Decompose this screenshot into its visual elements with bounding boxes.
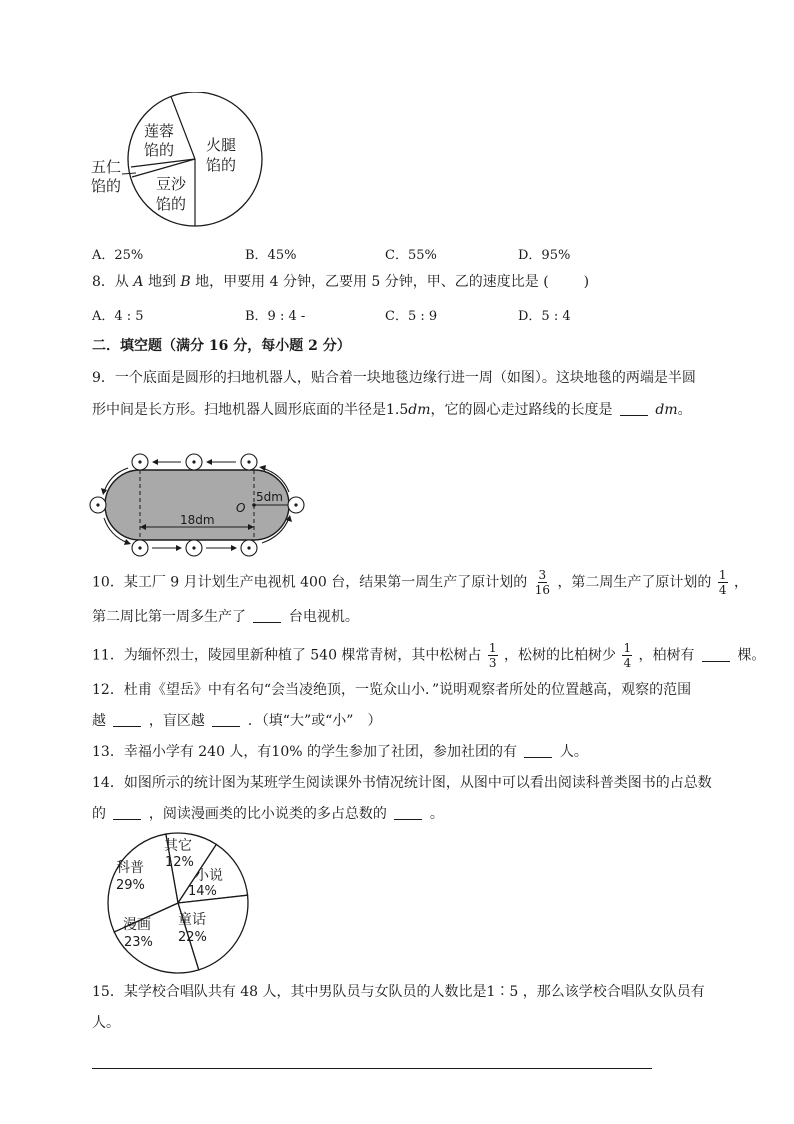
- arrow-bottom-1: [152, 545, 182, 551]
- q8-text-2: 地到: [147, 274, 176, 290]
- q10-line1: [92, 568, 748, 597]
- q9-text-b: ，它的圆心走过路线的长度是: [430, 402, 613, 418]
- q8-point-a: A: [133, 274, 144, 290]
- slice-value-kepu: 29%: [116, 878, 145, 893]
- q13-text-2: 人。: [559, 744, 588, 760]
- q11-fraction-1-den: 3: [488, 656, 497, 670]
- q13-line: [92, 742, 588, 762]
- q8-point-b: B: [180, 274, 191, 290]
- robot-left: [90, 497, 106, 513]
- lianrong-label-line2: 馅的: [144, 141, 175, 159]
- q10-line2: [92, 607, 359, 627]
- q15-line1: 15．某学校合唱队共有 48 人，其中男队员与女队员的人数比是1∶5 ，那么该学校合唱队女队员有: [92, 984, 705, 1000]
- q9-line2: [92, 400, 692, 420]
- wuren-label-line1: 五仁: [91, 158, 122, 176]
- q12-answer-blank-1[interactable]: [113, 712, 141, 727]
- slice-label-tonghua: 童话: [178, 912, 206, 928]
- robot-right: [288, 497, 304, 513]
- q10-text-3: ，: [733, 574, 748, 591]
- q14-answer-blank-2[interactable]: [394, 805, 422, 820]
- q9-unit-1: dm: [408, 402, 431, 418]
- q11-fraction-1: [488, 641, 498, 670]
- slice-label-manhua: 漫画: [123, 917, 151, 933]
- q11-fraction-2-num: 1: [623, 641, 632, 655]
- q12-text-2: ，盲区越: [148, 713, 205, 729]
- carpet-track-figure: [86, 450, 316, 560]
- radius-label: 5dm: [256, 490, 283, 504]
- arrow-top-1: [152, 459, 181, 465]
- q14-answer-blank-1[interactable]: [113, 805, 141, 820]
- q9-text-a: 形中间是长方形。扫地机器人圆形底面的半径是1.5: [92, 402, 409, 418]
- q11-line: [92, 641, 765, 670]
- q10-fraction-1: [534, 568, 551, 597]
- q11-text-1: 11．为缅怀烈士，陵园里新种植了 540 棵常青树，其中松树占: [92, 647, 482, 664]
- mooncake-pie-divider-top: [171, 97, 195, 160]
- q10-text-5: 台电视机。: [288, 609, 359, 625]
- q9-unit-2: dm: [655, 402, 678, 418]
- robot-top-2: [186, 454, 202, 470]
- q10-text-2: ，第二周生产了原计划的: [557, 574, 712, 591]
- dousha-label-line1: 豆沙: [156, 175, 187, 193]
- q7-option-a[interactable]: A．25%: [92, 248, 144, 263]
- q8-text-3: 地，甲要用 4 分钟，乙要用 5 分钟，甲、乙的速度比是 (: [195, 274, 549, 290]
- slice-value-manhua: 23%: [124, 935, 153, 950]
- q14-text-3: 。: [429, 806, 444, 822]
- q8-option-c[interactable]: C．5 : 9: [385, 309, 438, 324]
- q13-answer-blank[interactable]: [524, 743, 552, 758]
- robot-bottom-3: [241, 540, 257, 556]
- q8-option-b[interactable]: B．9 : 4 -: [245, 309, 306, 324]
- mooncake-pie-divider-left-upper: [131, 159, 195, 167]
- q10-fraction-2: [718, 568, 728, 597]
- q10-fraction-2-num: 1: [718, 568, 727, 582]
- q11-text-3: ，柏树有: [638, 647, 695, 664]
- q12-line1: 12．杜甫《望岳》中有名句“会当凌绝顶，一览众山小．”说明观察者所处的位置越高，观察的范围: [92, 682, 692, 698]
- slice-value-xiaoshuo: 14%: [188, 884, 217, 899]
- q11-text-4: 棵。: [737, 647, 766, 664]
- wuren-label-line2: 馅的: [91, 177, 122, 195]
- q12-text-3: ．（填“大”或“小” ）: [247, 713, 382, 729]
- q11-fraction-2: [622, 641, 632, 670]
- robot-bottom-2: [186, 540, 202, 556]
- q10-fraction-1-num: 3: [538, 568, 547, 582]
- q8-text-4: ): [583, 274, 590, 290]
- page-bottom-rule: [92, 1068, 652, 1069]
- lianrong-label-line1: 莲蓉: [144, 122, 175, 140]
- dousha-label-line2: 馅的: [156, 195, 187, 213]
- center-label: O: [236, 501, 246, 515]
- q8-option-a[interactable]: A．4 : 5: [92, 309, 144, 324]
- q10-fraction-1-den: 16: [534, 583, 550, 597]
- q12-text-1: 越: [92, 713, 106, 729]
- q11-answer-blank[interactable]: [702, 647, 730, 662]
- robot-bottom-1: [132, 540, 148, 556]
- q12-line2: [92, 711, 381, 731]
- mooncake-pie-chart: [86, 92, 266, 232]
- q13-text-1: 13．幸福小学有 240 人，有10% 的学生参加了社团，参加社团的有: [92, 744, 518, 760]
- q10-fraction-2-den: 4: [718, 583, 727, 597]
- q7-option-d[interactable]: D．95%: [518, 248, 571, 263]
- huotui-label-line1: 火腿: [206, 136, 237, 154]
- q7-option-b[interactable]: B．45%: [245, 248, 297, 263]
- q14-text-1: 的: [92, 806, 106, 822]
- q8-question: [92, 272, 589, 292]
- q14-line1: 14．如图所示的统计图为某班学生阅读课外书情况统计图，从图中可以看出阅读科普类图书的占总数: [92, 775, 712, 791]
- wuren-leader-line: [122, 173, 136, 174]
- q11-fraction-2-den: 4: [623, 656, 632, 670]
- slice-value-tonghua: 22%: [178, 930, 207, 945]
- q14-text-2: ，阅读漫画类的比小说类的多占总数的: [148, 806, 387, 822]
- q12-answer-blank-2[interactable]: [212, 712, 240, 727]
- q8-option-d[interactable]: D．5 : 4: [518, 309, 571, 324]
- length-label: 18dm: [180, 513, 215, 527]
- q15-line2: 人。: [92, 1015, 120, 1031]
- q7-option-c[interactable]: C．55%: [385, 248, 437, 263]
- section-heading-fill-blank: 二．填空题（满分 16 分，每小题 2 分）: [92, 338, 351, 354]
- huotui-label-line2: 馅的: [206, 156, 237, 174]
- slice-label-kepu: 科普: [116, 860, 144, 876]
- q9-text-end: 。: [677, 402, 692, 418]
- robot-top-1: [132, 454, 148, 470]
- q14-line2: [92, 804, 444, 824]
- slice-label-qita: 其它: [164, 838, 192, 854]
- q10-answer-blank[interactable]: [253, 608, 281, 623]
- q8-text-1: 8．从: [92, 274, 129, 290]
- slice-value-qita: 12%: [165, 855, 194, 870]
- q11-fraction-1-num: 1: [488, 641, 497, 655]
- q11-text-2: ，松树的比柏树少: [503, 647, 616, 664]
- q10-text-4: 第二周比第一周多生产了: [92, 609, 246, 625]
- arrow-top-2: [206, 459, 236, 465]
- q9-line1: 9．一个底面是圆形的扫地机器人，贴合着一块地毯边缘行进一周（如图）。这块地毯的两端是半圆: [92, 370, 696, 386]
- slice-label-xiaoshuo: 小说: [195, 868, 223, 884]
- q9-answer-blank[interactable]: [620, 401, 648, 416]
- q10-text-1: 10．某工厂 9 月计划生产电视机 400 台，结果第一周生产了原计划的: [92, 574, 528, 591]
- arrow-bottom-2: [206, 545, 237, 551]
- reading-pie-chart: [88, 832, 268, 974]
- robot-top-3: [241, 454, 257, 470]
